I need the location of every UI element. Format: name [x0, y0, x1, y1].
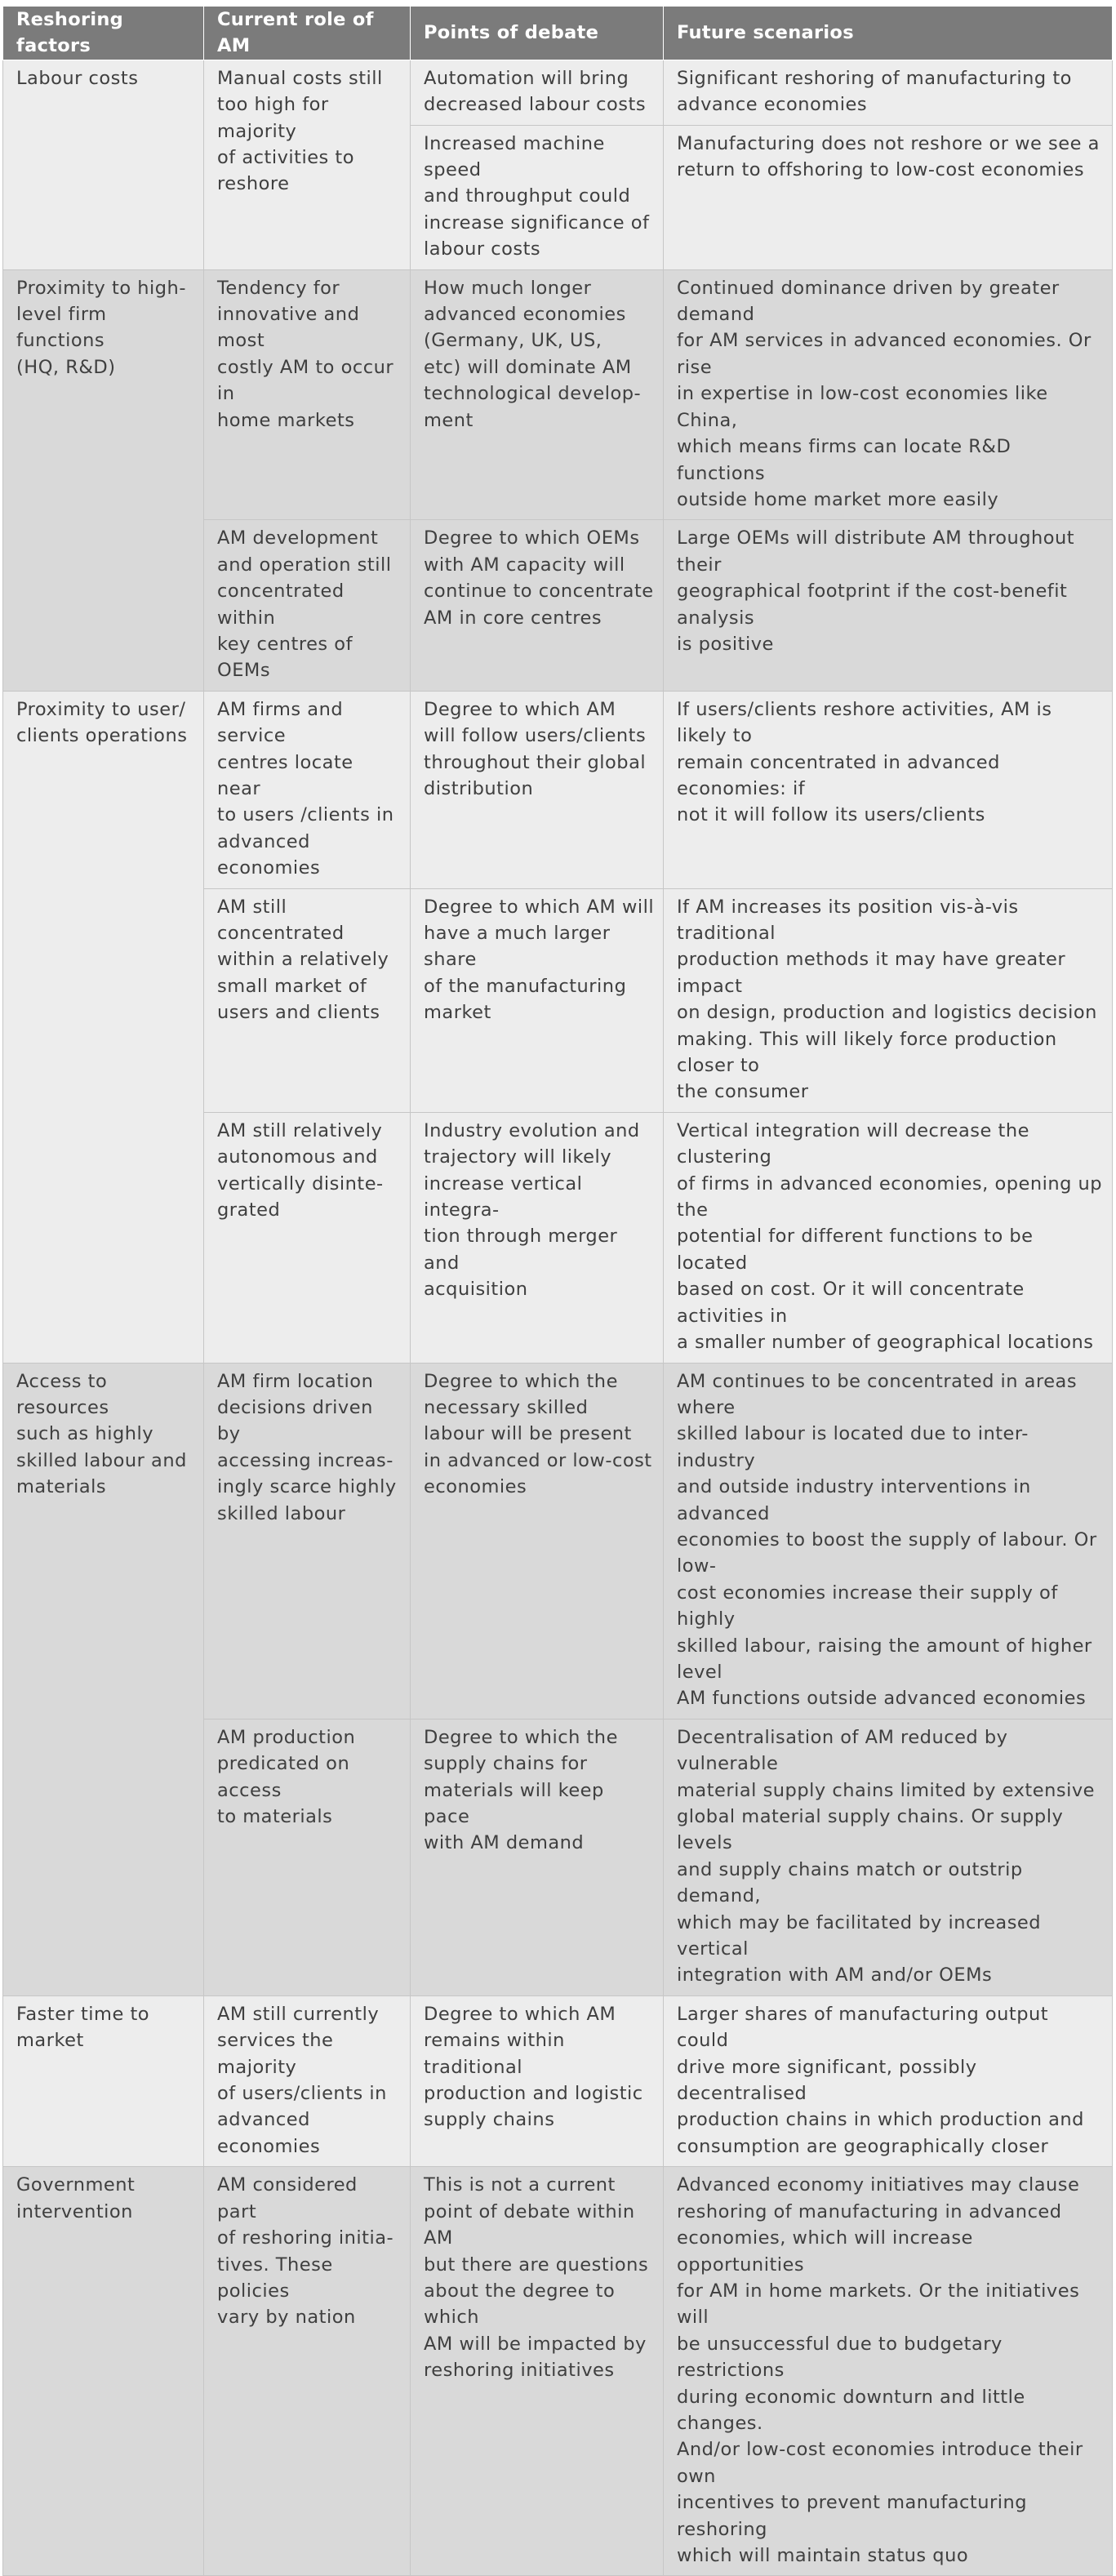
factor-cell: Proximity to user/ clients operations	[3, 691, 204, 1363]
debate-cell: How much longer advanced economies (Germany, UK, US, etc) will dominate AM technological develop- ment	[411, 269, 664, 520]
table-row	[3, 2167, 1113, 2576]
debate-cell: This is not a current point of debate within AM but there are questions about the degree to which AM will be impacted by reshoring initiatives	[411, 2167, 664, 2576]
role-cell: AM still relatively autonomous and vertically disinte- grated	[204, 1112, 411, 1363]
debate-cell: Degree to which AM remains within traditional production and logistic supply chains	[411, 1995, 664, 2166]
header-current-role: Current role of AM	[204, 7, 411, 60]
table-row	[3, 60, 1113, 125]
role-cell: AM firm location decisions driven by accessing increas- ingly scarce highly skilled labour	[204, 1363, 411, 1719]
debate-cell: Degree to which the supply chains for materials will keep pace with AM demand	[411, 1719, 664, 1995]
scenario-cell: Manufacturing does not reshore or we see a return to offshoring to low-cost economies	[664, 125, 1113, 269]
role-cell: AM considered part of reshoring initia- tives. These policies vary by nation	[204, 2167, 411, 2576]
scenario-cell: Advanced economy initiatives may clause reshoring of manufacturing in advanced economies, which will increase opportunities for AM in home markets. Or the initiatives will be unsuccessful due to budgetary restrictions during economic downturn and little changes. And/or low-cost economies introduce their own incentives to prevent manufacturing reshoring which will maintain status quo	[664, 2167, 1113, 2576]
role-cell: AM still concentrated within a relatively small market of users and clients	[204, 888, 411, 1112]
scenario-cell: AM continues to be concentrated in areas where skilled labour is located due to inter-industry and outside industry interventions in advanced economies to boost the supply of labour. Or low- cost economies increase their supply of highly skilled labour, raising the amount of higher level AM functions outside advanced economies	[664, 1363, 1113, 1719]
role-cell: Tendency for innovative and most costly AM to occur in home markets	[204, 269, 411, 520]
scenario-cell: If AM increases its position vis-à-vis traditional production methods it may have greater impact on design, production and logistics decision making. This will likely force production closer to the consumer	[664, 888, 1113, 1112]
factor-cell: Proximity to high- level firm functions (HQ, R&D)	[3, 269, 204, 691]
table-row	[3, 1363, 1113, 1719]
scenario-cell: Larger shares of manufacturing output could drive more significant, possibly decentralised production chains in which production and consumption are geographically closer	[664, 1995, 1113, 2166]
factor-cell: Labour costs	[3, 60, 204, 269]
scenario-cell: If users/clients reshore activities, AM is likely to remain concentrated in advanced economies: if not it will follow its users/clients	[664, 691, 1113, 888]
table-row	[3, 269, 1113, 520]
scenario-cell: Continued dominance driven by greater demand for AM services in advanced economies. Or rise in expertise in low-cost economies like China, which means firms can locate R&D functions outside home market more easily	[664, 269, 1113, 520]
scenario-cell: Decentralisation of AM reduced by vulnerable material supply chains limited by extensive global material supply chains. Or supply levels and supply chains match or outstrip demand, which may be facilitated by increased vertical integration with AM and/or OEMs	[664, 1719, 1113, 1995]
role-cell: AM still currently services the majority of users/clients in advanced economies	[204, 1995, 411, 2166]
role-cell: Manual costs still too high for majority of activities to reshore	[204, 60, 411, 269]
scenario-cell: Significant reshoring of manufacturing to advance economies	[664, 60, 1113, 125]
header-points-of-debate: Points of debate	[411, 7, 664, 60]
debate-cell: Degree to which AM will have a much larger share of the manufacturing market	[411, 888, 664, 1112]
header-future-scenarios: Future scenarios	[664, 7, 1113, 60]
role-cell: AM firms and service centres locate near to users /clients in advanced economies	[204, 691, 411, 888]
debate-cell: Industry evolution and trajectory will likely increase vertical integra- tion through merger and acquisition	[411, 1112, 664, 1363]
factor-cell: Access to resources such as highly skilled labour and materials	[3, 1363, 204, 1995]
header-reshoring-factors: Reshoring factors	[3, 7, 204, 60]
debate-cell: Degree to which AM will follow users/clients throughout their global distribution	[411, 691, 664, 888]
role-cell: AM development and operation still concentrated within key centres of OEMs	[204, 520, 411, 691]
table-row	[3, 691, 1113, 888]
factor-cell: Government intervention	[3, 2167, 204, 2576]
scenario-cell: Large OEMs will distribute AM throughout their geographical footprint if the cost-benefit analysis is positive	[664, 520, 1113, 691]
factor-cell: Faster time to market	[3, 1995, 204, 2166]
table-row	[3, 1995, 1113, 2166]
role-cell: AM production predicated on access to materials	[204, 1719, 411, 1995]
scenario-cell: Vertical integration will decrease the clustering of firms in advanced economies, opening up the potential for different functions to be located based on cost. Or it will concentrate activities in a smaller number of geographical locations	[664, 1112, 1113, 1363]
debate-cell: Automation will bring decreased labour costs	[411, 60, 664, 125]
debate-cell: Degree to which OEMs with AM capacity will continue to concentrate AM in core centres	[411, 520, 664, 691]
debate-cell: Degree to which the necessary skilled labour will be present in advanced or low-cost economies	[411, 1363, 664, 1719]
reshoring-factors-table	[2, 6, 1113, 2576]
table-header-row	[3, 7, 1113, 60]
debate-cell: Increased machine speed and throughput could increase significance of labour costs	[411, 125, 664, 269]
